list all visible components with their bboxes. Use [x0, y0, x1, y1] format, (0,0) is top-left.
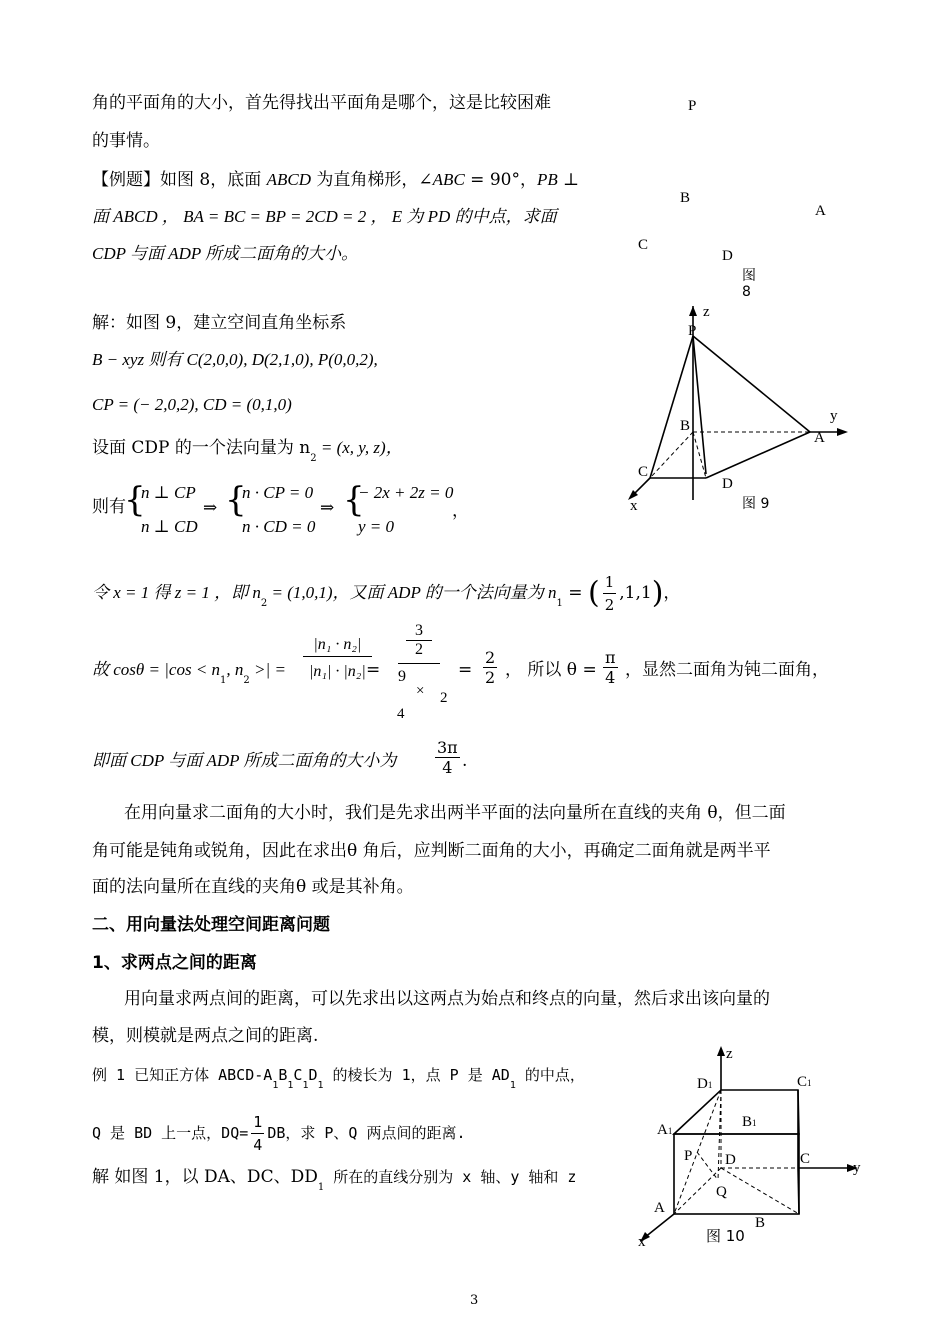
fig10-x-axis — [644, 1214, 674, 1238]
fig9-label-p: P — [688, 323, 697, 339]
fig9-label-y: y — [830, 408, 838, 424]
system-brace-1: { — [124, 480, 146, 520]
cos-eq-1: = — [366, 660, 381, 680]
let-text-c: = — [562, 583, 588, 603]
para-line-2: 角可能是钝角或锐角，因此在求出θ 角后，应判断二面角的大小，再确定二面角就是两半平 — [92, 841, 771, 861]
ex1-s1: 1 — [272, 1080, 279, 1091]
figure-10-diagram — [630, 1040, 870, 1250]
fig8-label-b: B — [680, 190, 691, 206]
cos-fraction — [303, 634, 372, 681]
ex1-line-2 — [92, 1111, 466, 1156]
ex1-sol-b: 所在的直线分别为 x 轴、y 轴和 z — [324, 1168, 577, 1186]
fig10-top-face — [674, 1090, 799, 1134]
conclusion-num: 3π — [437, 738, 458, 757]
theta-fraction — [603, 648, 618, 687]
conclusion-fraction — [435, 738, 460, 777]
cos-f-num: 3 — [415, 622, 423, 639]
normal-vector-text: 设面 CDP 的一个法向量为 n — [92, 438, 311, 458]
cos-sub-1: 1 — [220, 675, 227, 686]
system-arrow-2: ⇒ — [320, 498, 335, 518]
conclusion-line — [92, 750, 396, 772]
fig9-caption: 图 9 — [742, 496, 770, 512]
fig10-z-arrow — [717, 1046, 725, 1056]
section-heading-3: 1、求两点之间的距离 — [92, 953, 257, 973]
system-a2: n ⊥ CD — [141, 517, 198, 536]
ex1-frac-num: 1 — [251, 1111, 264, 1134]
fig9-pa — [693, 336, 810, 432]
fig8-label-p: P — [688, 98, 697, 114]
ex1-e: 的棱长为 1，点 P 是 AD — [323, 1066, 510, 1084]
conclusion-end: . — [462, 751, 468, 771]
fig9-pc — [650, 336, 693, 478]
cos-fraction-den: |n₁| · |n₂| — [309, 663, 366, 680]
cos-times: × — [416, 683, 425, 699]
cos-two: 2 — [440, 690, 448, 706]
cos-mid: , n — [226, 660, 244, 679]
ex1-line-1 — [92, 1064, 585, 1089]
fig8-caption: 图 8 — [742, 268, 756, 300]
cos-text-a: 故 cosθ = |cos < n — [92, 660, 221, 679]
example-perp: ⊥ — [557, 170, 580, 190]
example-text-2: 为直角梯形，∠ — [311, 170, 433, 190]
fig10-label-b1: B1 — [742, 1114, 757, 1130]
para-line-1: 在用向量求二面角的大小时，我们是先求出两半平面的法向量所在直线的夹角 θ，但二面 — [124, 803, 786, 823]
fig9-y-arrow — [837, 428, 848, 436]
fig10-label-d: D — [725, 1152, 736, 1168]
normal-vector-value: = (x, y, z)， — [316, 438, 403, 457]
solution-line-3: CP = (− 2,0,2), CD = (0,1,0) — [92, 395, 292, 414]
system-b2: n · CD = 0 — [242, 517, 316, 536]
solution-line-4 — [92, 437, 403, 462]
cos-result-fraction — [483, 648, 497, 687]
fig8-label-d: D — [722, 248, 733, 264]
example-line-2: 面 ABCD ， BA = BC = BP = 2CD = 2 ， E 为 PD 的中点，求面 — [92, 207, 557, 226]
let-line: 令 x = 1 得 z = 1 ，即 $n_2 = (1,0,1)$，又面 ADP 的一个法向量为 $n_1$ = ( $\frac{1}{2}$ ,1,1)， — [92, 573, 681, 614]
theta-den: 4 — [605, 668, 616, 687]
cos-f-b-den: 4 — [397, 706, 405, 722]
fig8-label-a: A — [815, 203, 826, 219]
conclusion-den: 4 — [442, 758, 453, 777]
example-tag: 【例题】 — [92, 170, 160, 190]
intro-line-2: 的事情。 — [92, 131, 160, 151]
fig9-z-arrow — [689, 306, 697, 316]
ex1-a: 例 1 已知正方体 ABCD-A — [92, 1066, 273, 1084]
let-sub-2: 2 — [260, 598, 268, 609]
example-abcd: ABCD — [266, 170, 312, 189]
ex1-sol-a: 解 如图 1，以 DA、DC、DD — [92, 1167, 318, 1187]
fig10-label-z: z — [726, 1046, 733, 1062]
fig9-label-d: D — [722, 476, 733, 492]
fig9-label-z: z — [703, 304, 710, 320]
fig10-right-edge — [798, 1168, 799, 1214]
fig10-label-p: P — [684, 1148, 693, 1164]
ex1-line2b: DB，求 P、Q 两点间的距离. — [267, 1124, 466, 1142]
fig9-label-x: x — [630, 498, 638, 514]
system-arrow-1: ⇒ — [203, 498, 218, 518]
solution-line-1: 解：如图 9，建立空间直角坐标系 — [92, 313, 347, 333]
ex1-s2: 1 — [287, 1080, 294, 1091]
ex1-f: 的中点， — [515, 1066, 585, 1084]
example-pb: PB — [536, 170, 558, 189]
para-line-3: 面的法向量所在直线的夹角θ 或是其补角。 — [92, 877, 414, 897]
let-text-b: = (1,0,1)，又面 ADP 的一个法向量为 n — [267, 583, 557, 602]
cos-result-num: 2 — [485, 648, 496, 667]
fig10-db-hidden — [721, 1168, 799, 1214]
ex1-d: D — [308, 1066, 318, 1084]
fig10-label-a1: A1 — [657, 1122, 673, 1138]
fig9-label-a: A — [814, 430, 825, 446]
section-heading-2: 二、用向量法处理空间距离问题 — [92, 915, 330, 935]
let-sub-1: 1 — [556, 598, 563, 609]
let-half-den: 2 — [604, 596, 615, 614]
system-then: 则有 — [92, 497, 126, 517]
fig10-label-y: y — [853, 1160, 861, 1176]
example-text-3: = 90°， — [464, 170, 537, 190]
fig10-label-x: x — [638, 1234, 646, 1250]
example-line-1 — [92, 169, 579, 191]
ex1-sol-sub: 1 — [317, 1182, 325, 1193]
example-line-3: CDP 与面 ADP 所成二面角的大小。 — [92, 244, 359, 263]
let-text-a: 令 x = 1 得 z = 1 ，即 n — [92, 583, 261, 602]
ex1-b: B — [278, 1066, 288, 1084]
fig10-label-c: C — [800, 1151, 811, 1167]
fig10-caption: 图 10 — [706, 1227, 745, 1245]
let-tail: ,1,1 — [619, 583, 652, 603]
let-end: ， — [663, 583, 681, 603]
fig9-label-b: B — [680, 418, 691, 434]
normal-vector-sub: 2 — [310, 453, 317, 464]
cos-text-b: >| = — [249, 660, 286, 679]
ex1-s4: 1 — [317, 1080, 324, 1091]
conclusion-text: 即面 CDP 与面 ADP 所成二面角的大小为 — [92, 751, 397, 770]
cos-tail: ，显然二面角为钝二面角， — [625, 660, 829, 680]
distance-line-2: 模，则模就是两点之间的距离. — [92, 1026, 319, 1046]
cos-nested-fraction — [398, 622, 440, 686]
ex1-s3: 1 — [302, 1080, 309, 1091]
let-half-num: 1 — [603, 571, 617, 594]
fig9-label-c: C — [638, 464, 649, 480]
fig10-label-d1: D1 — [697, 1076, 713, 1092]
system-brace-2: { — [225, 480, 247, 520]
system-c1: − 2x + 2z = 0 — [358, 483, 454, 502]
cos-sub-2: 2 — [243, 675, 250, 686]
ex1-solution — [92, 1166, 576, 1191]
fig9-da — [706, 432, 810, 478]
fig10-pq-hidden — [697, 1152, 718, 1180]
fig10-front-face — [674, 1134, 799, 1214]
system-brace-3: { — [343, 480, 365, 520]
ex1-s5: 1 — [509, 1080, 516, 1091]
cos-result-den: 2 — [485, 668, 496, 687]
cos-so: ， 所以 θ = — [505, 660, 597, 680]
example-text-1: 如图 8，底面 — [160, 170, 267, 190]
fig10-label-c1: C1 — [797, 1074, 812, 1090]
system-b1: n · CP = 0 — [242, 483, 314, 502]
cos-f-b-num: 9 — [398, 668, 406, 685]
ex1-line2a: Q 是 BD 上一点，DQ= — [92, 1124, 249, 1142]
cos-lhs — [92, 659, 286, 684]
fig10-label-q: Q — [716, 1184, 727, 1200]
system-c2: y = 0 — [358, 517, 395, 536]
cos-fraction-num: |n₁ · n₂| — [303, 634, 372, 657]
page-number: 3 — [470, 1293, 479, 1308]
system-comma: ， — [452, 501, 469, 521]
fig10-label-a: A — [654, 1200, 665, 1216]
figure-9-diagram — [620, 300, 860, 520]
fig8-label-c: C — [638, 237, 649, 253]
cos-f-den: 2 — [406, 640, 432, 659]
ex1-frac-den: 4 — [253, 1136, 263, 1154]
ex1-c: C — [293, 1066, 303, 1084]
cos-eq-2: = — [458, 660, 473, 680]
system-a1: n ⊥ CP — [141, 483, 196, 502]
distance-line-1: 用向量求两点间的距离，可以先求出以这两点为始点和终点的向量，然后求出该向量的 — [124, 989, 770, 1009]
theta-num: π — [605, 648, 616, 667]
intro-line-1: 角的平面角的大小，首先得找出平面角是哪个，这是比较困难 — [92, 93, 551, 113]
example-abc: ABC — [432, 170, 465, 189]
solution-line-2: B − xyz 则有 C(2,0,0), D(2,1,0), P(0,0,2), — [92, 350, 378, 369]
fig10-label-b: B — [755, 1215, 766, 1231]
